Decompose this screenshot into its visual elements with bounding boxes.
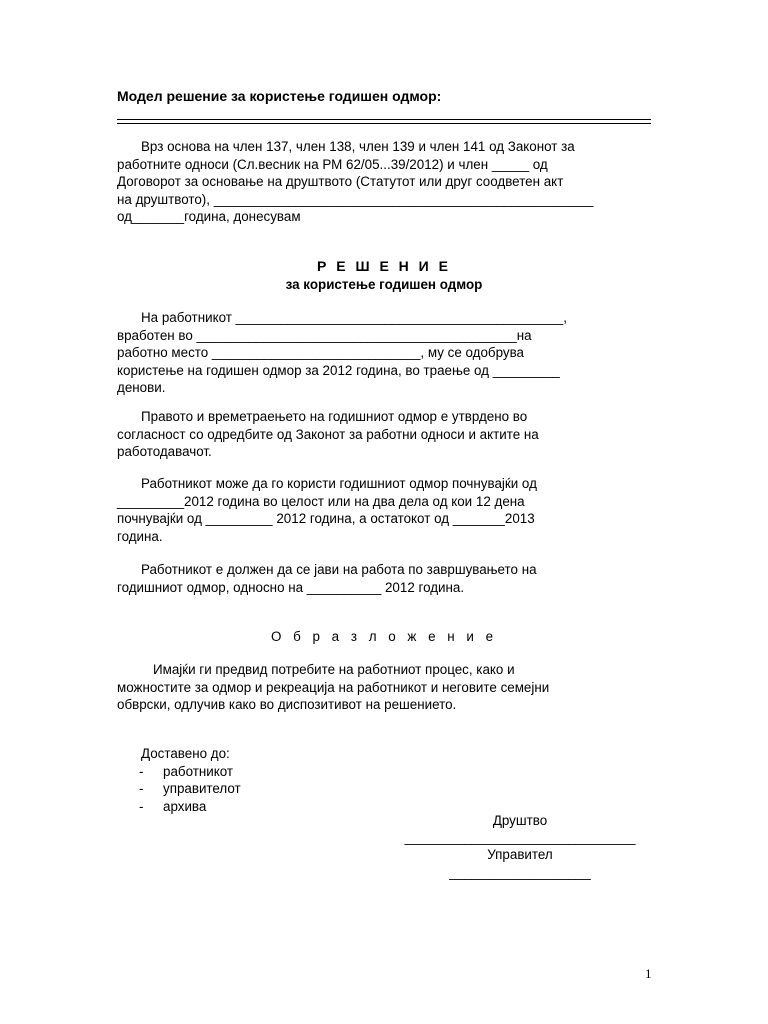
paragraph-line: Работникот може да го користи годишниот одмор почнувајќи од [141, 476, 537, 491]
delivery-block [141, 745, 441, 815]
paragraph-line: година. [117, 528, 163, 544]
body-paragraph-2 [117, 408, 651, 461]
signature-block [395, 812, 645, 881]
paragraph-line: согласност со одредбите од Законот за работни односи и актите на [117, 426, 539, 442]
preamble-line: од_______година, донесувам [117, 209, 301, 224]
reasoning-heading [117, 628, 651, 646]
double-rule-divider [117, 119, 651, 124]
list-item-label: архива [163, 798, 207, 814]
paragraph-line: вработен во ___________________________________________на [117, 327, 532, 343]
model-title: Модел решение за користење годишен одмор: [117, 88, 442, 104]
paragraph-line: работно место ____________________________, му се одобрува [117, 345, 524, 360]
list-item-label: управителот [163, 781, 241, 796]
list-bullet: - [139, 763, 144, 779]
body-paragraph-1 [117, 309, 651, 397]
paragraph-line: Работникот е должен да се јави на работа по завршувањето на [141, 562, 537, 577]
company-signature-line: _______________________________ [404, 829, 636, 845]
body-paragraph-4 [117, 561, 651, 596]
paragraph-line: денови. [117, 380, 166, 395]
body-paragraph-3 [117, 475, 651, 545]
preamble-line: на друштвото), ___________________________________________________ [117, 191, 594, 207]
list-bullet: - [139, 798, 144, 814]
reasoning-paragraph [117, 661, 651, 714]
paragraph-line: На работникот ____________________________________________, [141, 310, 567, 325]
paragraph-line: почнувајќи од _________ 2012 година, а остатокот од _______2013 [117, 511, 535, 526]
paragraph-line: годишниот одмор, односно на __________ 2012 година. [117, 579, 465, 595]
preamble-line: работните односи (Сл.весник на РМ 62/05...39/2012) и член _____ од [117, 156, 548, 172]
list-item-label: работникот [163, 763, 234, 779]
decision-heading [117, 258, 651, 293]
decision-title: Р Е Ш Е Н И Е [317, 258, 451, 274]
paragraph-line: обврски, одлучив како во диспозитивот на решението. [117, 697, 457, 712]
delivery-list [139, 763, 441, 816]
reasoning-title: О б р а з л о ж е н и е [270, 629, 498, 644]
delivery-label: Доставено до: [141, 746, 230, 761]
preamble-paragraph [117, 138, 651, 226]
list-bullet: - [139, 781, 144, 796]
paragraph-line: работодавачот. [117, 444, 212, 459]
list-item [139, 780, 441, 798]
paragraph-line: _________2012 година во целост или на два дела од кои 12 дена [117, 493, 525, 509]
page-number: 1 [645, 966, 652, 981]
preamble-line: Врз основа на член 137, член 138, член 139 и член 141 од Законот за [141, 139, 575, 154]
paragraph-line: Имајќи ги предвид потребите на работниот процес, како и [153, 662, 515, 677]
preamble-line: Договорот за основање на друштвото (Статутот или друг соодветен акт [117, 174, 564, 189]
paragraph-line: Правото и времетраењето на годишниот одмор е утврдено во [141, 409, 528, 424]
paragraph-line: можностите за одмор и рекреација на работникот и неговите семејни [117, 679, 550, 695]
list-item [139, 763, 441, 781]
paragraph-line: користење на годишен одмор за 2012 година, во траење од _________ [117, 362, 560, 378]
manager-signature-line: ___________________ [449, 864, 591, 880]
manager-label: Управител [487, 847, 553, 862]
company-label: Друштво [492, 813, 548, 828]
decision-subtitle: за користење годишен одмор [285, 276, 483, 292]
